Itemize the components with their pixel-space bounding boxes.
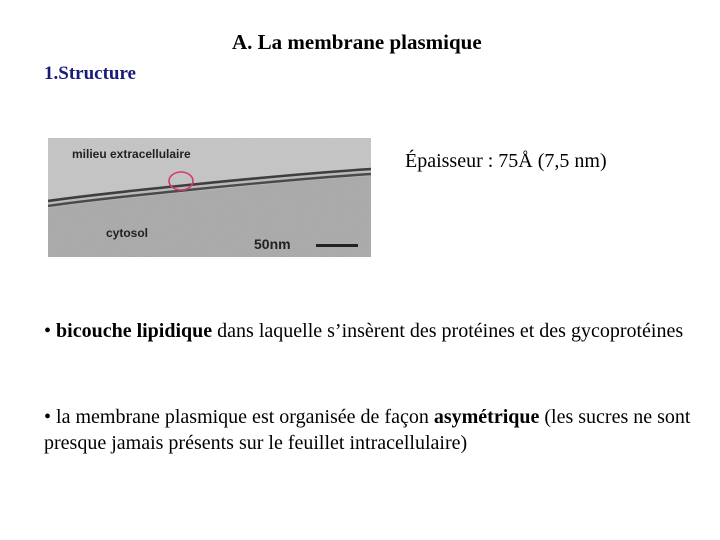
micrograph-image [48, 138, 371, 257]
thickness-note: Épaisseur : 75Å (7,5 nm) [405, 150, 607, 172]
bullet-marker: • [44, 406, 52, 428]
membrane-micrograph [48, 138, 371, 257]
label-extracellular: milieu extracellulaire [72, 147, 191, 161]
bullet-bold-term: bicouche lipidique [56, 320, 213, 342]
bullet-bold-term: asymétrique [433, 406, 540, 428]
bullet-text-after: (les sucres ne sont presque jamais présents sur le feuillet intracellulaire) [44, 406, 691, 454]
label-cytosol: cytosol [106, 226, 149, 240]
slide-title: A. La membrane plasmique [232, 30, 482, 54]
scale-bar-label: 50nm [254, 236, 291, 252]
section-heading: 1.Structure [44, 63, 136, 84]
bullet-text-before: la membrane plasmique est organisée de façon [51, 406, 434, 428]
bullet-bilayer [44, 318, 704, 344]
scale-bar [316, 244, 358, 247]
bullet-marker: • [44, 320, 52, 342]
bullet-text: dans laquelle s’insèrent des protéines et des gycoprotéines [212, 320, 684, 342]
bullet-asymmetry [44, 404, 704, 456]
